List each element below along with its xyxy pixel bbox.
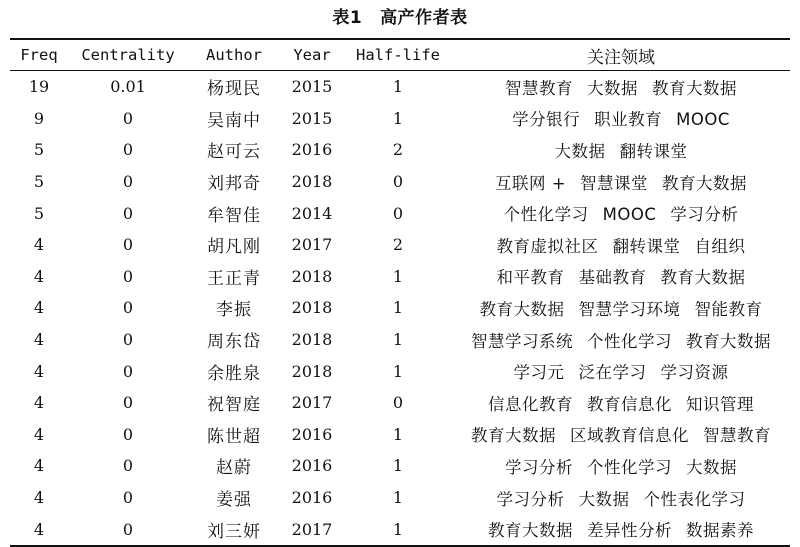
cell-focus — [452, 103, 790, 135]
cell-half-life: 0 — [392, 203, 404, 223]
focus-topic: 个性表化学习 — [643, 489, 746, 509]
cell-half-life: 1 — [392, 361, 404, 381]
cell-author: 祝智庭 — [207, 395, 261, 416]
cell-freq: 4 — [33, 456, 45, 476]
cell-author: 刘三妍 — [207, 521, 261, 542]
table-title: 高产作者表 — [380, 8, 468, 28]
cell-focus — [452, 197, 790, 229]
cell-half-life: 1 — [392, 266, 404, 286]
author-table — [10, 38, 790, 547]
table-body — [10, 71, 790, 546]
table-row — [10, 229, 790, 261]
table-row — [10, 197, 790, 229]
cell-centrality: 0 — [122, 330, 134, 350]
cell-centrality: 0 — [122, 488, 134, 508]
focus-topic: 智慧学习系统 — [471, 331, 573, 351]
cell-half-life: 1 — [392, 298, 404, 318]
focus-topic: 智慧课堂 — [580, 173, 649, 193]
table-row — [10, 482, 790, 514]
focus-topic: 教育大数据 — [686, 331, 771, 351]
focus-topic: 教育大数据 — [660, 268, 746, 288]
focus-topic: 大数据 — [587, 78, 638, 98]
cell-year: 2018 — [291, 172, 333, 192]
cell-author: 王正青 — [207, 268, 261, 289]
table-row — [10, 292, 790, 324]
focus-topic: 个性化学习 — [503, 205, 589, 225]
cell-half-life: 0 — [392, 172, 404, 192]
cell-focus — [452, 419, 790, 451]
focus-topic: 翻转课堂 — [619, 141, 688, 161]
cell-focus — [452, 134, 790, 166]
cell-centrality: 0 — [122, 298, 134, 318]
cell-focus — [452, 482, 790, 514]
col-header-freq: Freq — [10, 39, 68, 71]
cell-author: 赵可云 — [207, 142, 261, 163]
table-row — [10, 134, 790, 166]
cell-focus — [452, 324, 790, 356]
cell-author: 赵蔚 — [216, 458, 252, 479]
focus-topic: 教育大数据 — [488, 521, 573, 541]
cell-freq: 4 — [33, 235, 45, 255]
cell-half-life: 1 — [392, 519, 404, 539]
focus-topic: 学习资源 — [660, 363, 729, 383]
cell-centrality: 0 — [122, 140, 134, 160]
cell-focus — [452, 229, 790, 261]
cell-author: 李振 — [216, 300, 252, 321]
focus-topic: 大数据 — [686, 457, 737, 477]
cell-freq: 5 — [33, 203, 45, 223]
focus-topic: 大数据 — [578, 489, 630, 509]
cell-centrality: 0 — [122, 393, 134, 413]
cell-author: 姜强 — [216, 490, 252, 511]
cell-half-life: 1 — [392, 488, 404, 508]
focus-topic: 学习分析 — [496, 489, 565, 509]
cell-author: 胡凡刚 — [207, 237, 261, 258]
focus-topic: 智慧教育 — [703, 426, 771, 446]
cell-freq: 4 — [33, 298, 45, 318]
focus-topic: 学习分析 — [670, 205, 739, 225]
cell-year: 2018 — [291, 298, 333, 318]
cell-freq: 5 — [33, 140, 45, 160]
table-row — [10, 387, 790, 419]
cell-half-life: 2 — [392, 235, 404, 255]
cell-freq: 4 — [33, 266, 45, 286]
cell-focus — [452, 355, 790, 387]
cell-freq: 4 — [33, 424, 45, 444]
focus-topic: 智慧学习环境 — [578, 299, 681, 319]
cell-year: 2018 — [291, 330, 333, 350]
cell-centrality: 0 — [122, 361, 134, 381]
header-row — [10, 39, 790, 71]
cell-author: 刘邦奇 — [207, 174, 261, 195]
cell-centrality: 0.01 — [110, 77, 146, 97]
cell-focus — [452, 450, 790, 482]
focus-topic: 差异性分析 — [587, 521, 672, 541]
cell-year: 2016 — [291, 488, 333, 508]
focus-topic: 翻转课堂 — [612, 236, 681, 256]
focus-topic: 教育大数据 — [662, 173, 748, 193]
focus-topic: 信息化教育 — [488, 394, 573, 414]
cell-year: 2016 — [291, 424, 333, 444]
cell-year: 2018 — [291, 266, 333, 286]
table-row — [10, 261, 790, 293]
cell-focus — [452, 261, 790, 293]
cell-author: 周东岱 — [207, 332, 261, 353]
table-caption — [0, 6, 800, 30]
table-number: 表1 — [332, 8, 363, 28]
cell-year: 2018 — [291, 361, 333, 381]
focus-topic: 大数据 — [554, 141, 606, 161]
focus-topic: 和平教育 — [496, 268, 565, 288]
cell-author: 杨现民 — [207, 79, 261, 100]
focus-topic: 区域教育信息化 — [570, 426, 689, 446]
focus-topic: 互联网 + — [494, 173, 567, 193]
cell-author: 余胜泉 — [207, 363, 261, 384]
cell-centrality: 0 — [122, 424, 134, 444]
table-row — [10, 324, 790, 356]
table-row — [10, 450, 790, 482]
table-row — [10, 355, 790, 387]
cell-half-life: 1 — [392, 330, 404, 350]
cell-year: 2016 — [291, 140, 333, 160]
focus-topic: 教育大数据 — [652, 78, 737, 98]
cell-year: 2014 — [291, 203, 333, 223]
cell-freq: 4 — [33, 361, 45, 381]
cell-freq: 5 — [33, 172, 45, 192]
cell-half-life: 1 — [392, 108, 404, 128]
cell-author: 吴南中 — [207, 110, 261, 131]
focus-topic: 个性化学习 — [587, 331, 672, 351]
cell-year: 2017 — [291, 519, 333, 539]
table-row — [10, 166, 790, 198]
cell-half-life: 1 — [392, 456, 404, 476]
focus-topic: 自组织 — [694, 236, 746, 256]
cell-centrality: 0 — [122, 235, 134, 255]
focus-topic: 职业教育 — [594, 110, 663, 130]
cell-half-life: 0 — [392, 393, 404, 413]
cell-centrality: 0 — [122, 266, 134, 286]
focus-topic: MOOC — [602, 205, 657, 225]
focus-topic: 数据素养 — [686, 521, 754, 541]
table-row — [10, 71, 790, 103]
cell-year: 2016 — [291, 456, 333, 476]
table-row — [10, 103, 790, 135]
col-header-author: Author — [188, 39, 280, 71]
focus-topic: 基础教育 — [578, 268, 647, 288]
cell-freq: 4 — [33, 330, 45, 350]
col-header-focus: 关注领域 — [452, 39, 790, 71]
col-header-centrality: Centrality — [68, 39, 188, 71]
focus-topic: MOOC — [676, 110, 730, 130]
table-row — [10, 513, 790, 546]
focus-topic: 学习分析 — [505, 457, 573, 477]
cell-half-life: 1 — [392, 424, 404, 444]
cell-author: 陈世超 — [207, 426, 261, 447]
cell-focus — [452, 513, 790, 546]
focus-topic: 个性化学习 — [587, 457, 672, 477]
table-row — [10, 419, 790, 451]
focus-topic: 智能教育 — [694, 299, 763, 319]
focus-topic: 知识管理 — [686, 394, 754, 414]
col-header-year: Year — [280, 39, 344, 71]
cell-centrality: 0 — [122, 108, 134, 128]
cell-half-life: 1 — [392, 77, 404, 97]
cell-focus — [452, 387, 790, 419]
cell-year: 2017 — [291, 393, 333, 413]
focus-topic: 教育信息化 — [587, 394, 672, 414]
cell-focus — [452, 71, 790, 103]
cell-author: 牟智佳 — [207, 205, 261, 226]
focus-topic: 教育大数据 — [471, 426, 556, 446]
cell-year: 2015 — [291, 77, 333, 97]
focus-topic: 教育大数据 — [479, 299, 565, 319]
cell-half-life: 2 — [392, 140, 404, 160]
cell-freq: 4 — [33, 519, 45, 539]
focus-topic: 学分银行 — [512, 110, 581, 130]
cell-focus — [452, 166, 790, 198]
cell-centrality: 0 — [122, 172, 134, 192]
focus-topic: 教育虚拟社区 — [496, 236, 599, 256]
focus-topic: 智慧教育 — [505, 78, 573, 98]
cell-centrality: 0 — [122, 203, 134, 223]
cell-freq: 4 — [33, 393, 45, 413]
cell-freq: 9 — [33, 108, 45, 128]
cell-freq: 4 — [33, 488, 45, 508]
col-header-half-life: Half-life — [344, 39, 452, 71]
focus-topic: 学习元 — [513, 363, 565, 383]
cell-year: 2017 — [291, 235, 333, 255]
cell-year: 2015 — [291, 108, 333, 128]
cell-focus — [452, 292, 790, 324]
cell-centrality: 0 — [122, 519, 134, 539]
focus-topic: 泛在学习 — [578, 363, 647, 383]
cell-freq: 19 — [28, 77, 50, 97]
cell-centrality: 0 — [122, 456, 134, 476]
